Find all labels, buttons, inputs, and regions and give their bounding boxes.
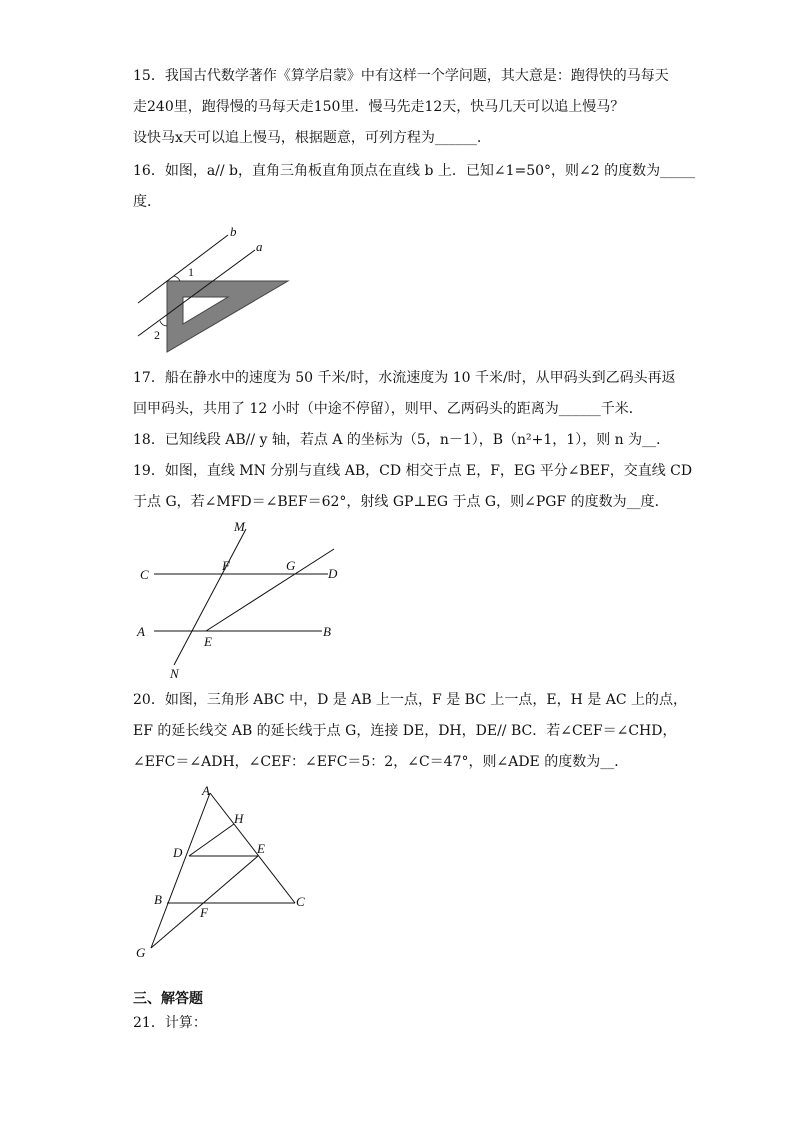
q16-line-1: 16．如图，a// b，直角三角板直角顶点在直线 b 上．已知∠1=50°，则∠2 的度数为_____	[133, 163, 696, 179]
label-f: F	[222, 558, 230, 573]
label-m: M	[234, 519, 245, 534]
label-a: A	[137, 624, 145, 639]
q21-line-1: 21．计算：	[133, 1015, 207, 1031]
q15-line-1: 15．我国古代数学著作《算学启蒙》中有这样一个学问题，其大意是：跑得快的马每天	[133, 68, 669, 84]
segment-eg	[151, 856, 258, 948]
segment-dh	[189, 824, 234, 856]
label-g: G	[136, 945, 146, 960]
q15-line-2: 走240里，跑得慢的马每天走150里．慢马先走12天，快马几天可以追上慢马？	[133, 99, 625, 115]
label-c: C	[140, 567, 149, 582]
q19-line-1: 19．如图，直线 MN 分别与直线 AB，CD 相交于点 E，F，EG 平分∠BEF，交直线 CD	[133, 463, 693, 479]
label-a: a	[256, 239, 263, 254]
label-c: C	[296, 894, 305, 909]
angle-2-arc	[160, 321, 167, 326]
q16-line-2: 度．	[133, 194, 161, 210]
label-angle-2: 2	[154, 328, 160, 342]
label-d: D	[173, 845, 183, 860]
q19-figure	[130, 515, 345, 685]
label-a: A	[202, 783, 210, 798]
label-h: H	[234, 811, 244, 826]
label-b: B	[323, 624, 331, 639]
q18-line-1: 18．已知线段 AB// y 轴，若点 A 的坐标为（5，n－1），B（n²+1，1），则 n 为__．	[133, 432, 671, 448]
label-b: B	[154, 892, 162, 907]
q17-line-2: 回甲码头，共用了 12 小时（中途不停留），则甲、乙两码头的距离为______千米．	[133, 401, 643, 417]
q19-line-2: 于点 G，若∠MFD＝∠BEF＝62°，射线 GP⊥EG 于点 G，则∠PGF 的度数为__度．	[133, 494, 669, 510]
side-ag	[151, 793, 210, 948]
q20-line-2: EF 的延长线交 AB 的延长线于点 G，连接 DE，DH，DE// BC．若∠CEF＝∠CHD，	[133, 723, 677, 739]
q20-line-3: ∠EFC＝∠ADH，∠CEF：∠EFC＝5：2，∠C＝47°，则∠ADE 的度数为__．	[133, 754, 629, 770]
label-g: G	[286, 558, 296, 573]
label-e: E	[204, 634, 212, 649]
label-e: E	[257, 841, 265, 856]
label-f: F	[200, 905, 208, 920]
q16-figure	[130, 222, 310, 357]
label-angle-1: 1	[188, 265, 194, 279]
angle-1-arc	[174, 276, 180, 281]
section-3-heading: 三、解答题	[133, 991, 203, 1007]
label-d: D	[328, 566, 338, 581]
label-b: b	[230, 224, 237, 239]
q15-line-3: 设快马x天可以追上慢马，根据题意，可列方程为______.	[133, 130, 482, 146]
q17-line-1: 17．船在静水中的速度为 50 千米/时，水流速度为 10 千米/时，从甲码头到乙码头再返	[133, 370, 676, 386]
q20-line-1: 20．如图，三角形 ABC 中，D 是 AB 上一点，F 是 BC 上一点，E，H 是 AC 上的点，	[133, 692, 687, 708]
q20-figure	[130, 780, 320, 960]
label-n: N	[170, 666, 179, 681]
